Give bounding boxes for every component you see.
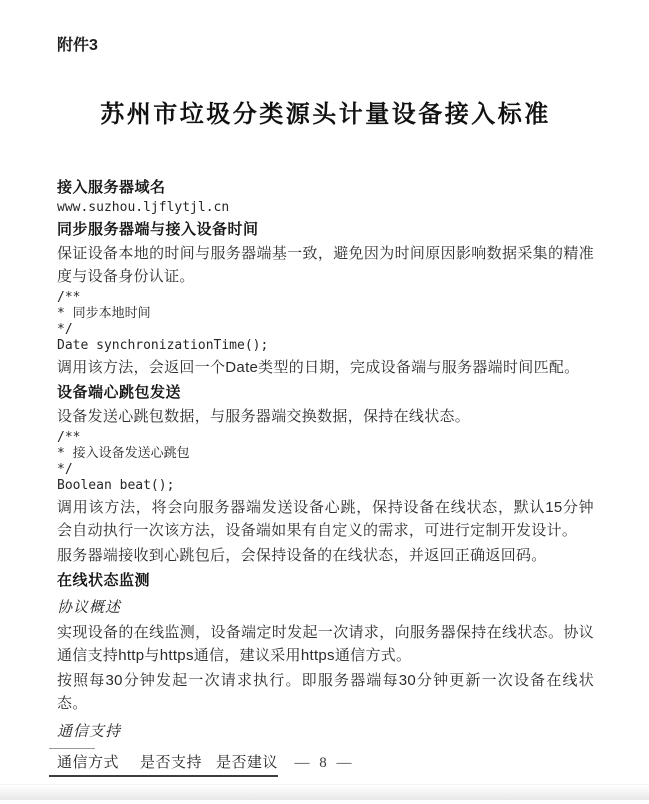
code-comment-open-2: /**: [57, 430, 81, 445]
code-line-domain: www.suzhou.ljflytjl.cn: [57, 200, 230, 215]
code-comment-open: /**: [57, 290, 81, 305]
paragraph-beat-method-desc: 调用该方法，将会向服务器端发送设备心跳，保持设备在线状态，默认15分钟会自动执行一次该方法，设备端如果有自定义的需求，可进行定制开发设计。: [57, 499, 594, 539]
paragraph-sync-method-desc: 调用该方法，会返回一个Date类型的日期，完成设备端与服务器端时间匹配。: [57, 359, 580, 376]
paragraph-server-receive-desc: 服务器端接收到心跳包后，会保持设备的在线状态，并返回正确返回码。: [57, 547, 547, 564]
section-heading-heartbeat: 设备端心跳包发送: [57, 384, 182, 401]
page-number: — 8 —: [294, 755, 355, 771]
paragraph-heartbeat-desc: 设备发送心跳包数据，与服务器端交换数据，保持在线状态。: [57, 408, 471, 425]
section-heading-online-monitor: 在线状态监测: [57, 572, 151, 589]
code-comment-close: */: [57, 322, 73, 337]
code-line-synchronization-time: Date synchronizationTime();: [57, 338, 269, 353]
paragraph-online-monitor-desc: 实现设备的在线监测，设备端定时发起一次请求，向服务器保持在线状态。协议通信支持http与https通信，建议采用https通信方式。: [57, 624, 594, 664]
code-line-boolean-beat: Boolean beat();: [57, 478, 175, 493]
subheading-comm-support: 通信支持: [57, 723, 122, 740]
table-header-supported: 是否支持: [132, 750, 208, 776]
document-title: 苏州市垃圾分类源头计量设备接入标准: [100, 101, 551, 128]
attachment-label: 附件3: [57, 37, 98, 54]
code-comment-sync-local-time: * 同步本地时间: [57, 306, 151, 321]
section-heading-server-domain: 接入服务器域名: [57, 179, 166, 196]
paragraph-time-sync-desc: 保证设备本地的时间与服务器端基一致，避免因为时间原因影响数据采集的精准度与设备身份认证。: [57, 245, 594, 285]
table-header-comm-method: 通信方式: [49, 750, 132, 776]
paragraph-request-interval-desc: 按照每30分钟发起一次请求执行。即服务器端每30分钟更新一次设备在线状态。: [57, 672, 594, 712]
section-heading-time-sync: 同步服务器端与接入设备时间: [57, 221, 259, 238]
subheading-protocol-overview: 协议概述: [57, 599, 122, 616]
code-comment-send-heartbeat: * 接入设备发送心跳包: [57, 446, 190, 461]
code-comment-close-2: */: [57, 462, 73, 477]
page-edge-shadow: [0, 784, 649, 800]
table-header-recommended: 是否建议: [208, 750, 278, 776]
document-body: [57, 178, 594, 804]
